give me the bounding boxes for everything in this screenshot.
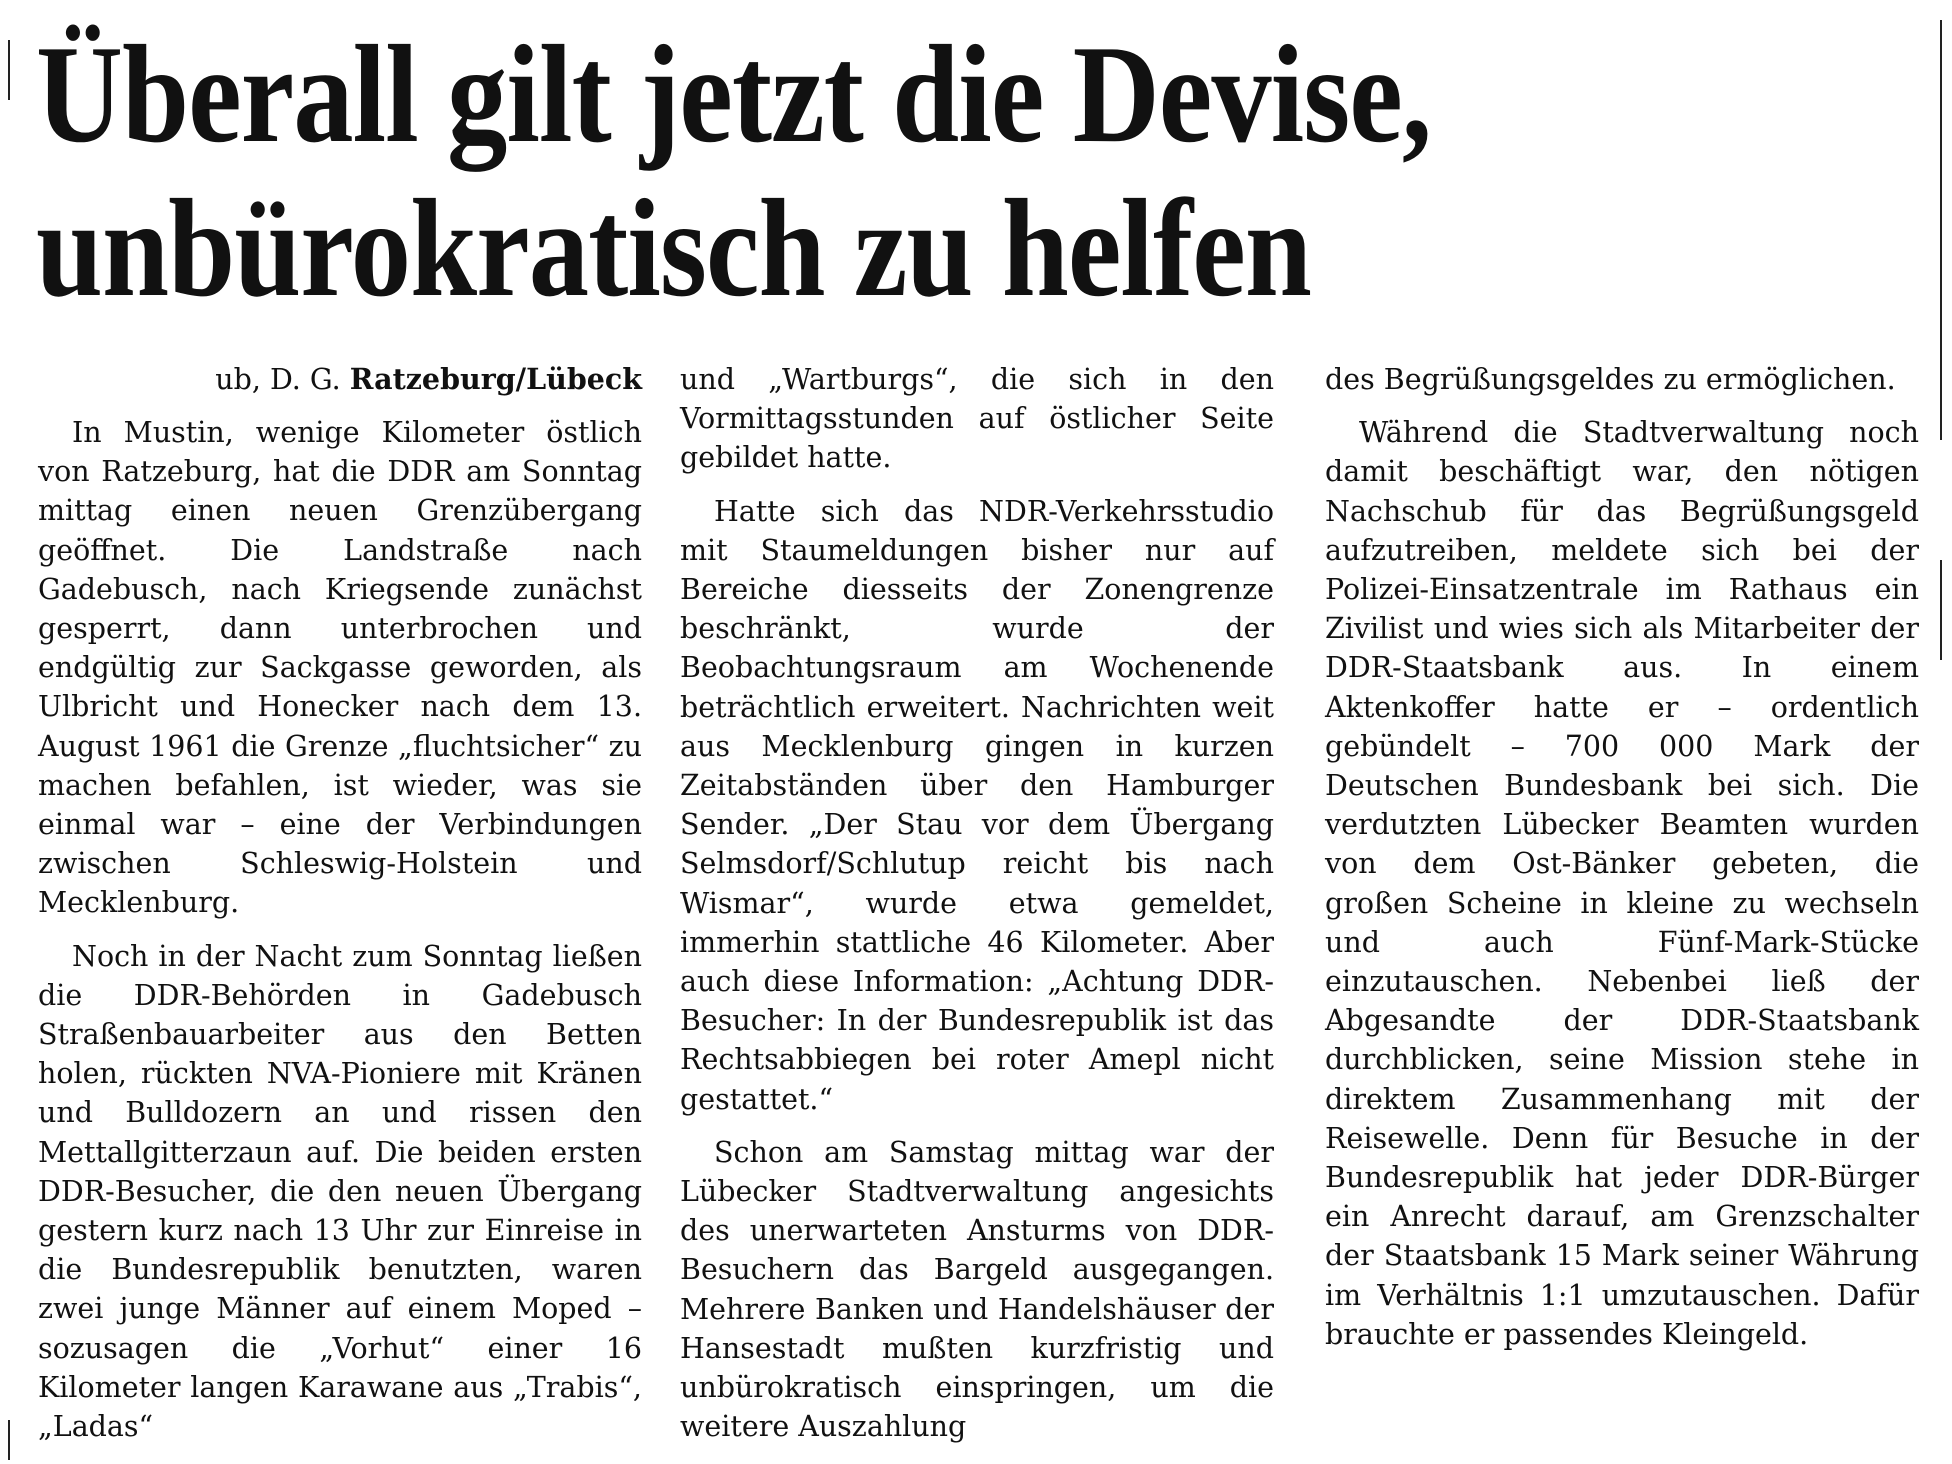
article-column-3 [1325,360,1919,1368]
paragraph: In Mustin, wenige Kilometer östlich von Ratzeburg, hat die DDR am Sonntag mittag einen neuen Grenzübergang geöffnet. Die Landstraße nach Gadebusch, nach Kriegsende zunächst gesperrt, dann unterbrochen und endgültig zur Sackgasse geworden, als Ulbricht und Honecker nach dem 13. August 1961 die Grenze „fluchtsicher“ zu machen befahlen, ist wieder, was sie einmal war – eine der Verbindungen zwischen Schleswig-Holstein und Mecklenburg. [38,416,642,920]
byline [38,360,642,399]
scan-edge-mark-right-mid [1940,560,1942,660]
paragraph: Noch in der Nacht zum Sonntag ließen die DDR-Behörden in Gadebusch Straßenbauarbeiter aus den Betten holen, rückten NVA-Pioniere mit Kränen und Bulldozern an und rissen den Mettallgitterzaun auf. Die beiden ersten DDR-Besucher, die den neuen Übergang gestern kurz nach 13 Uhr zur Einreise in die Bundesrepublik benutzten, waren zwei junge Männer auf einem Moped – sozusagen die „Vorhut“ einer 16 Kilometer langen Karawane aus „Trabis“, „Ladas“ [38,939,642,1444]
article-column-1 [38,360,642,1460]
article-headline [36,18,1653,326]
byline-place: Ratzeburg/Lübeck [349,362,642,396]
byline-authors: ub, D. G. [215,363,341,396]
scan-edge-mark-left-bottom [8,1420,10,1460]
paragraph: des Begrüßungsgeldes zu ermöglichen. [1325,363,1896,396]
paragraph: Schon am Samstag mittag war der Lübecker Stadtverwaltung angesichts des unerwarteten Ansturms von DDR-Besuchern das Bargeld ausgegangen. Mehrere Banken und Handelshäuser der Hansestadt mußten kurzfristig und unbürokratisch einspringen, um die weitere Auszahlung [680,1135,1274,1444]
paragraph: Während die Stadtverwaltung noch damit beschäftigt war, den nötigen Nachschub für das Begrüßungsgeld aufzutreiben, meldete sich bei der Polizei-Einsatzentrale im Rathaus ein Zivilist und wies sich als Mitarbeiter der DDR-Staatsbank aus. In einem Aktenkoffer hatte er – ordentlich gebündelt – 700 000 Mark der Deutschen Bundesbank bei sich. Die verdutzten Lübecker Beamten wurden von dem Ost-Bänker gebeten, die großen Scheine in kleine zu wechseln und auch Fünf-Mark-Stücke einzutauschen. Nebenbei ließ der Abgesandte der DDR-Staatsbank durchblicken, seine Mission stehe in direktem Zusammenhang mit der Reisewelle. Denn für Besuche in der Bundesrepublik hat jeder DDR-Bürger ein Anrecht darauf, am Grenzschalter der Staatsbank 15 Mark seiner Währung im Verhältnis 1:1 umzutauschen. Dafür brauchte er passendes Kleingeld. [1325,416,1919,1351]
paragraph: und „Wartburgs“, die sich in den Vormittagsstunden auf östlicher Seite gebildet hatte. [680,363,1274,475]
article-column-2 [680,360,1274,1460]
scan-edge-mark-right-top [1940,20,1942,440]
headline-line-2: unbürokratisch zu helfen [36,171,1312,326]
headline-line-1: Überall gilt jetzt die Devise, [36,17,1432,172]
paragraph: Hatte sich das NDR-Verkehrsstudio mit Staumeldungen bisher nur auf Bereiche diesseits der Zonengrenze beschränkt, wurde der Beobachtungsraum am Wochenende beträchtlich erweitert. Nachrichten weit aus Mecklenburg gingen in kurzen Zeitabständen über den Hamburger Sender. „Der Stau vor dem Übergang Selmsdorf/Schlutup reicht bis nach Wismar“, wurde etwa gemeldet, immerhin stattliche 46 Kilometer. Aber auch diese Information: „Achtung DDR-Besucher: In der Bundesrepublik ist das Rechtsabbiegen bei roter Amepl nicht gestattet.“ [680,494,1274,1116]
scan-edge-mark-left-top [8,40,10,100]
